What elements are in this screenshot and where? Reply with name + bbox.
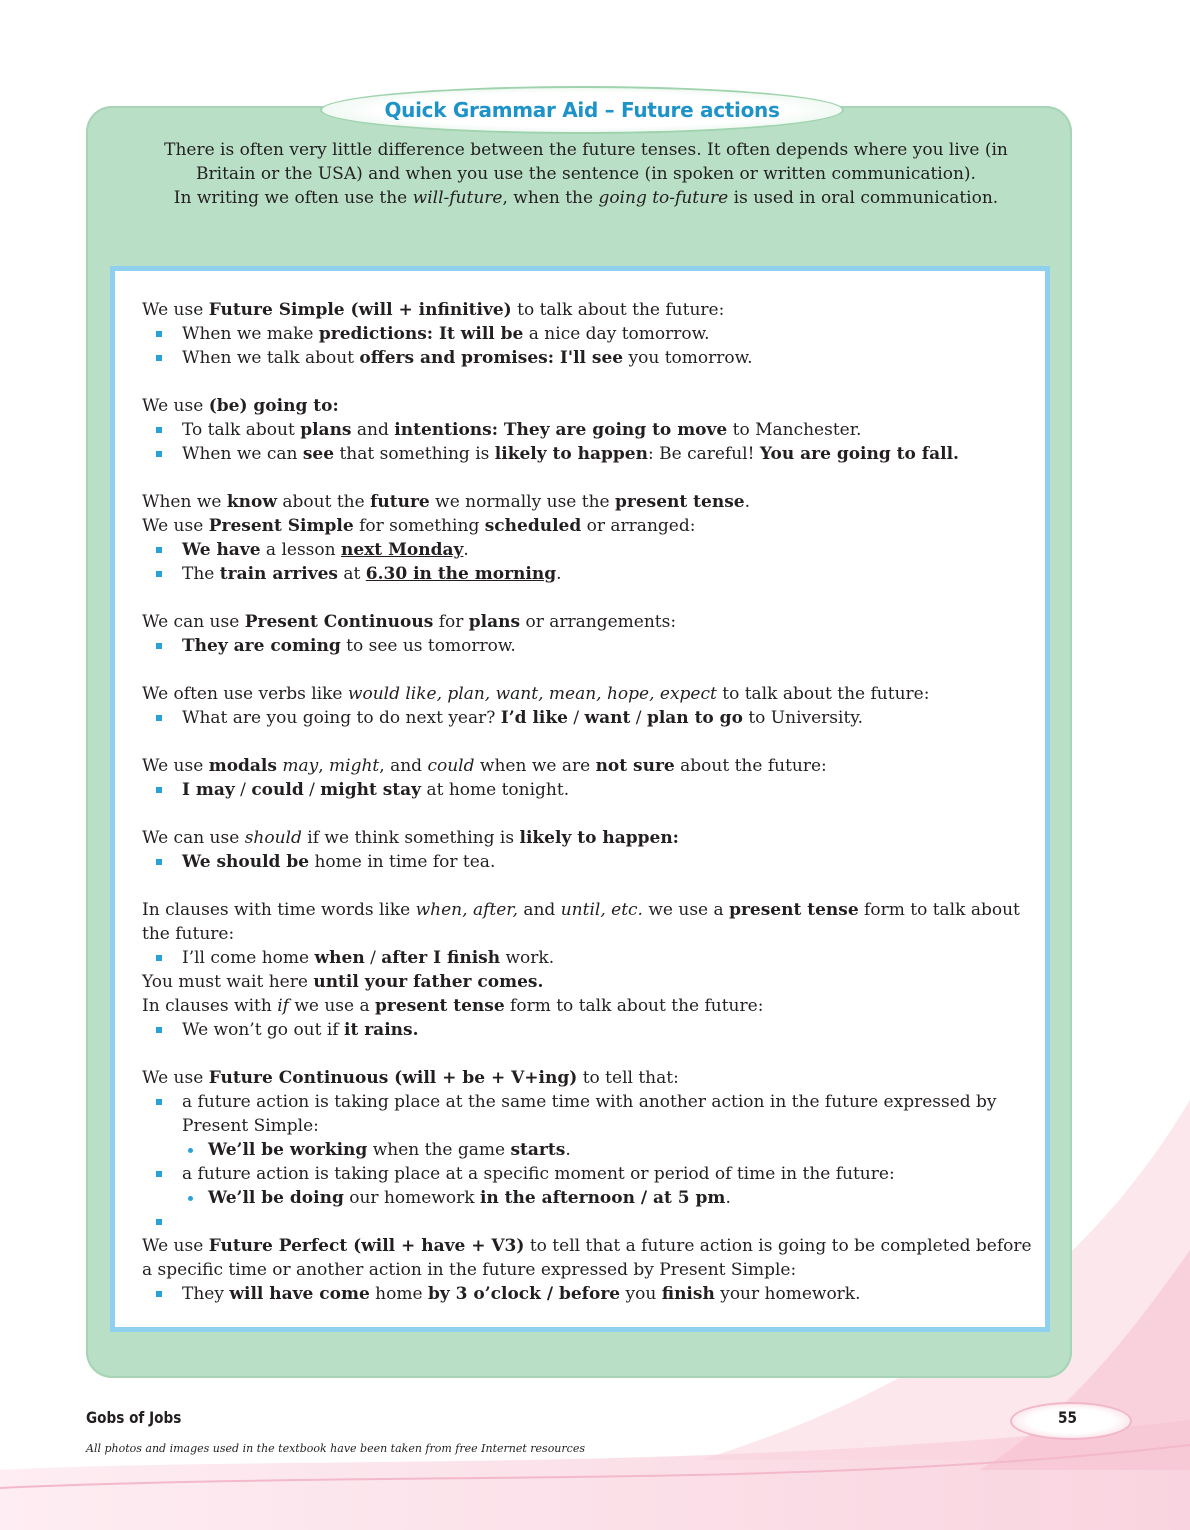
list-item: What are you going to do next year? I’d like / want / plan to go to University. [142,706,1042,730]
list-item: We should be home in time for tea. [142,850,1042,874]
empty-list-item [142,1210,1042,1234]
sub-list-item: We’ll be doing our homework in the afternoon / at 5 pm. [142,1186,1042,1210]
title-pill [320,86,844,134]
list-item: I’ll come home when / after I finish work. [142,946,1042,970]
intro-paragraph-1: There is often very little difference between the future tenses. It often depends where you live (in Britain or the USA) and when you use the sentence (in spoken or written communication). [164,140,1008,184]
list-item: They will have come home by 3 o’clock / before you finish your homework. [142,1282,1042,1306]
if-clause-intro: In clauses with if we use a present tense form to talk about the future: [142,996,764,1016]
list-item: To talk about plans and intentions: They are going to move to Manchester. [142,418,1042,442]
present-tense-intro: When we know about the future we normally use the present tense. [142,492,750,512]
rules-content [142,298,1042,1306]
verbs-intro: We often use verbs like would like, plan, want, mean, hope, expect to talk about the future: [142,684,930,704]
should-intro: We can use should if we think something is likely to happen: [142,828,679,848]
list-item: The train arrives at 6.30 in the morning. [142,562,1042,586]
list-item: When we make predictions: It will be a nice day tomorrow. [142,322,1042,346]
image-credits: All photos and images used in the textbook have been taken from free Internet resources [86,1442,585,1455]
list-item: a future action is taking place at the same time with another action in the future expressed by Present Simple: [142,1090,1042,1138]
book-title: Gobs of Jobs [86,1408,182,1427]
until-sentence: You must wait here until your father comes. [142,972,544,992]
list-item: When we talk about offers and promises: I'll see you tomorrow. [142,346,1042,370]
page-number: 55 [1058,1408,1077,1427]
sub-list-item: We’ll be working when the game starts. [142,1138,1042,1162]
present-simple-intro: We use Present Simple for something scheduled or arranged: [142,516,696,536]
page-title: Quick Grammar Aid – Future actions [384,98,780,122]
clauses-intro: In clauses with time words like when, after, and until, etc. we use a present tense form to talk about the future: [142,900,1020,944]
modals-intro: We use modals may, might, and could when we are not sure about the future: [142,756,827,776]
going-to-intro: We use (be) going to: [142,396,339,416]
present-continuous-intro: We can use Present Continuous for plans or arrangements: [142,612,677,632]
intro-paragraph-2: In writing we often use the will-future, when the going to-future is used in oral communication. [173,188,999,208]
future-perfect-intro: We use Future Perfect (will + have + V3) to tell that a future action is going to be completed before a specific time or another action in the future expressed by Present Simple: [142,1236,1032,1280]
list-item: We have a lesson next Monday. [142,538,1042,562]
future-simple-intro: We use Future Simple (will + infinitive) to talk about the future: [142,300,725,320]
list-item: We won’t go out if it rains. [142,1018,1042,1042]
intro-text [150,138,1022,210]
future-continuous-intro: We use Future Continuous (will + be + V+ing) to tell that: [142,1068,679,1088]
list-item: I may / could / might stay at home tonight. [142,778,1042,802]
list-item: a future action is taking place at a specific moment or period of time in the future: [142,1162,1042,1186]
list-item: They are coming to see us tomorrow. [142,634,1042,658]
list-item: When we can see that something is likely to happen: Be careful! You are going to fall. [142,442,1042,466]
